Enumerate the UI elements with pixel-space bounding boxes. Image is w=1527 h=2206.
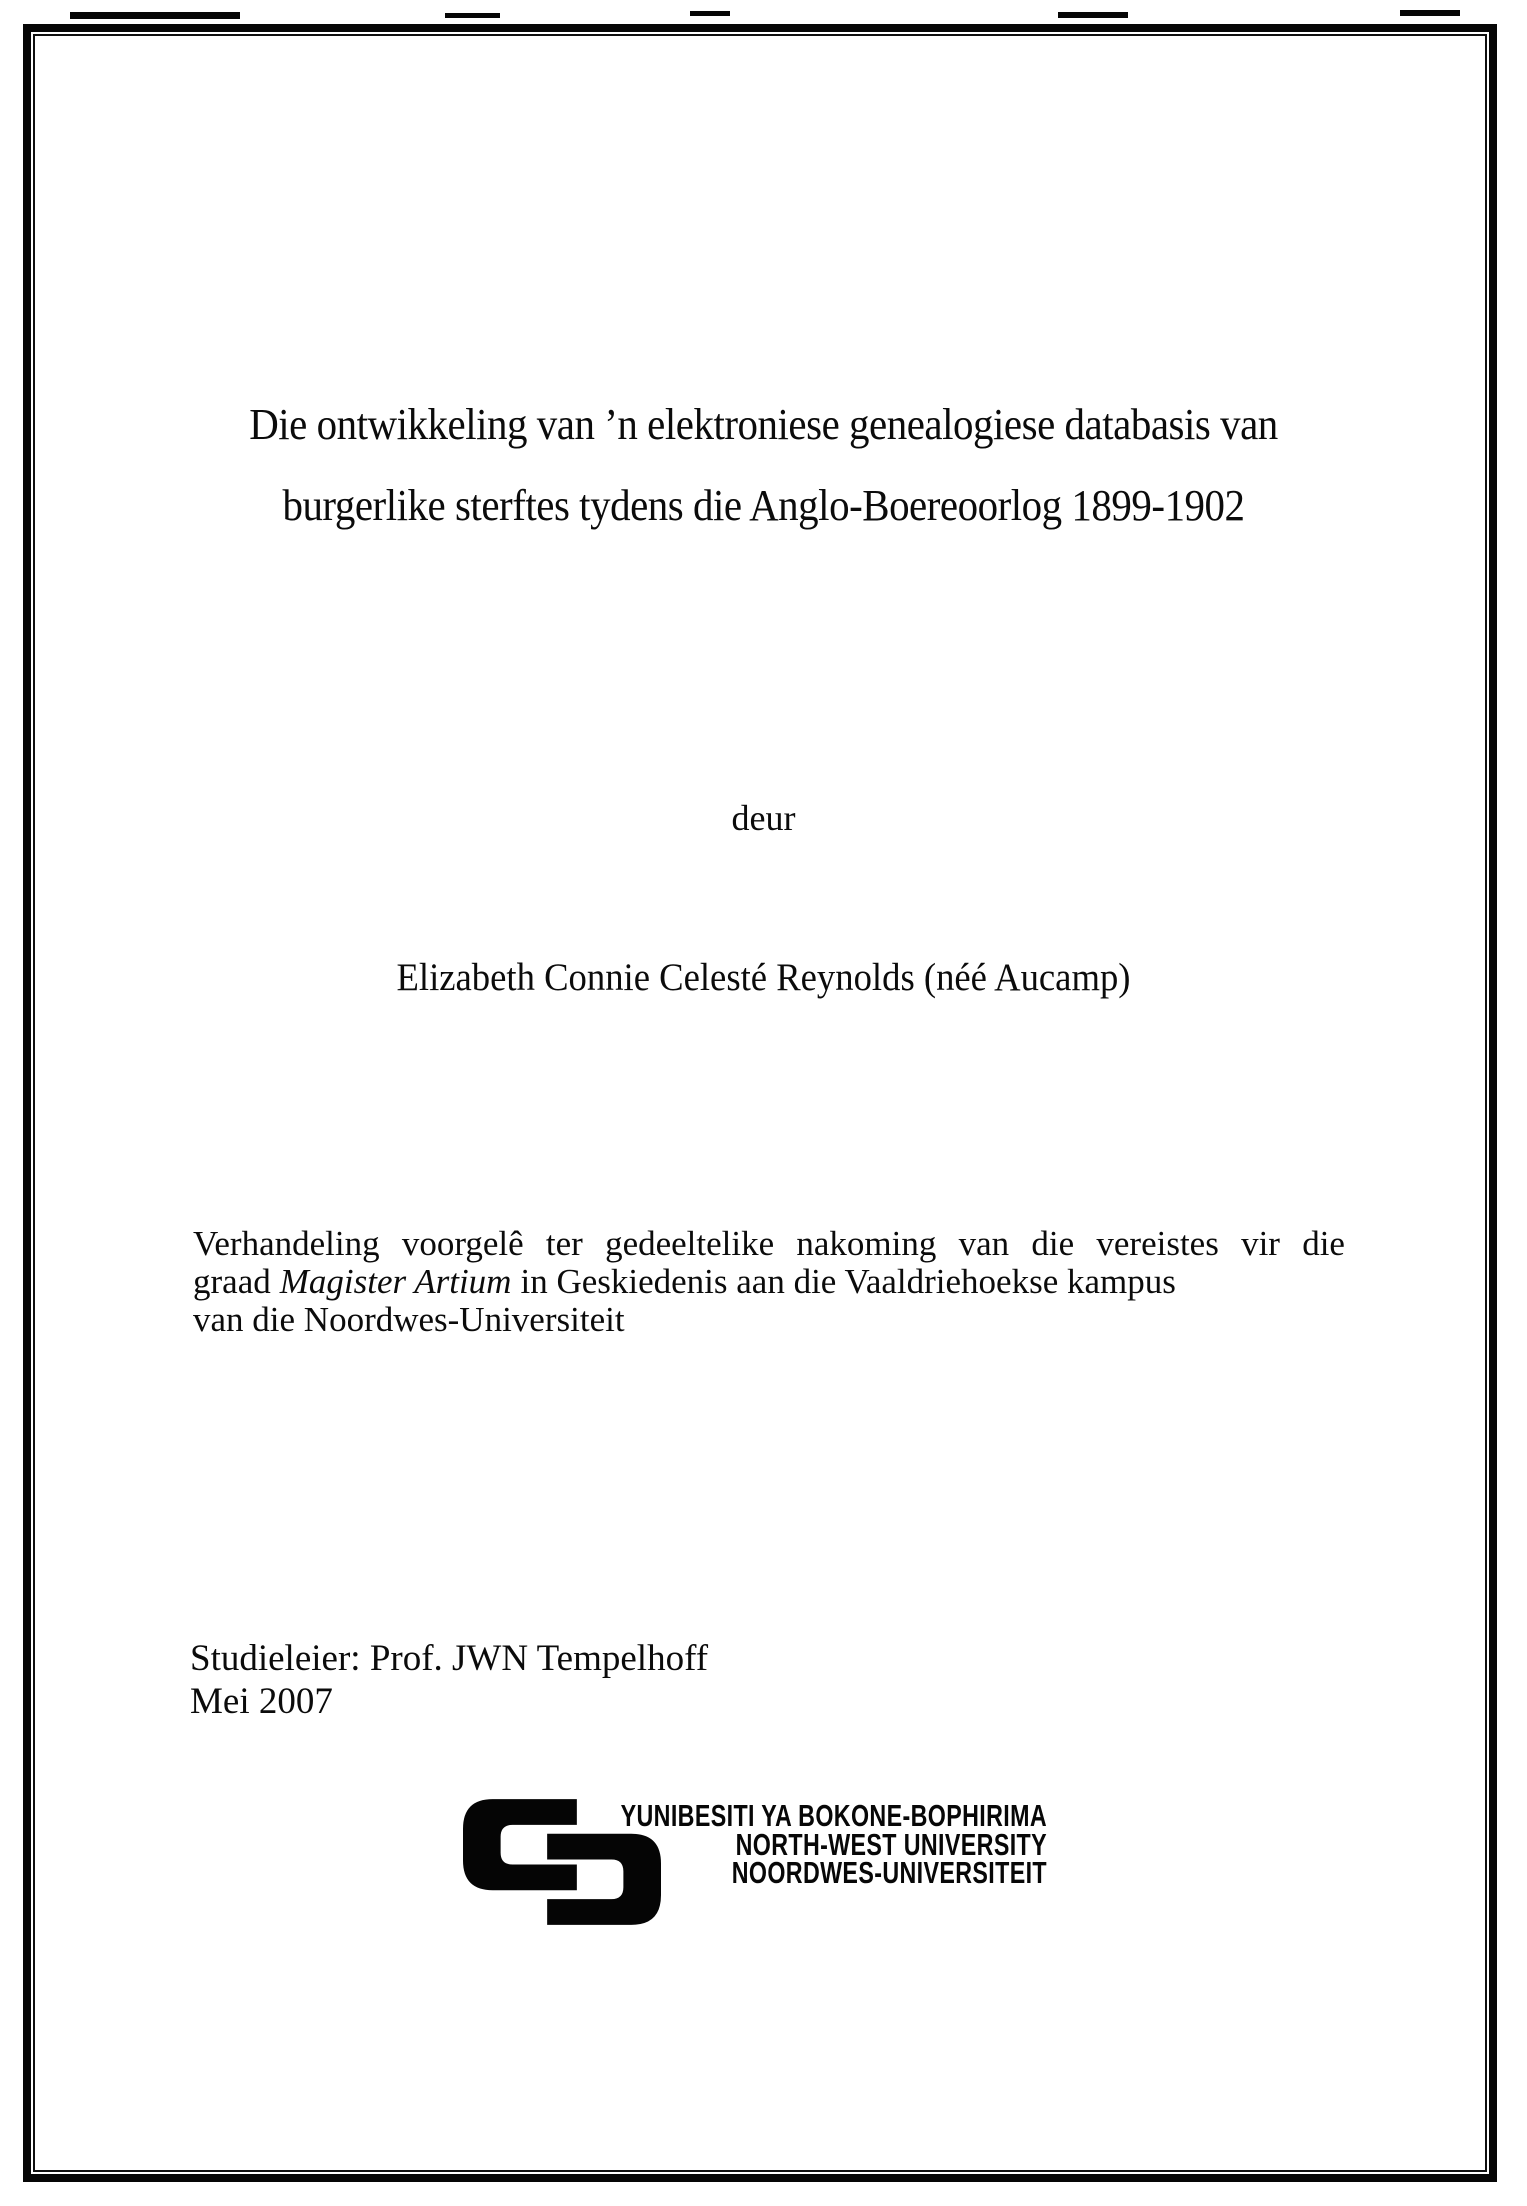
thesis-title-line-1: Die ontwikkeling van ’n elektroniese genealogiese databasis van (249, 400, 1278, 449)
thesis-statement-line-3: van die Noordwes-Universiteit (193, 1300, 625, 1339)
university-name-afrikaans: NOORDWES-UNIVERSITEIT (731, 1855, 1047, 1890)
thesis-title (53, 384, 1473, 546)
scan-artifact (70, 12, 240, 19)
degree-suffix: in Geskiedenis aan die Vaaldriehoekse kampus (520, 1262, 1176, 1301)
university-name-block (588, 1798, 1047, 1890)
author-name: Elizabeth Connie Celesté Reynolds (néé Aucamp) (396, 956, 1131, 999)
scan-artifact (445, 13, 500, 18)
byline: deur (731, 798, 796, 838)
scan-artifact (1058, 12, 1128, 18)
university-name-setswana: YUNIBESITI YA BOKONE-BOPHIRIMA (620, 1798, 1047, 1833)
thesis-statement-line-2 (193, 1263, 1345, 1301)
degree-prefix: graad (193, 1262, 271, 1301)
supervisor-line: Studieleier: Prof. JWN Tempelhoff (190, 1638, 709, 1679)
scan-artifact (1400, 10, 1460, 16)
supervisor-block (190, 1637, 708, 1723)
thesis-statement-line-1: Verhandeling voorgelê ter gedeeltelike nakoming van die vereistes vir die (193, 1224, 1345, 1263)
thesis-statement (193, 1225, 1345, 1339)
university-name-english: NORTH-WEST UNIVERSITY (735, 1826, 1047, 1862)
date-line: Mei 2007 (190, 1681, 333, 1722)
degree-name: Magister Artium (279, 1262, 512, 1301)
scan-artifact (690, 11, 730, 16)
thesis-title-line-2: burgerlike sterftes tydens die Anglo-Boereoorlog 1899-1902 (282, 481, 1245, 530)
